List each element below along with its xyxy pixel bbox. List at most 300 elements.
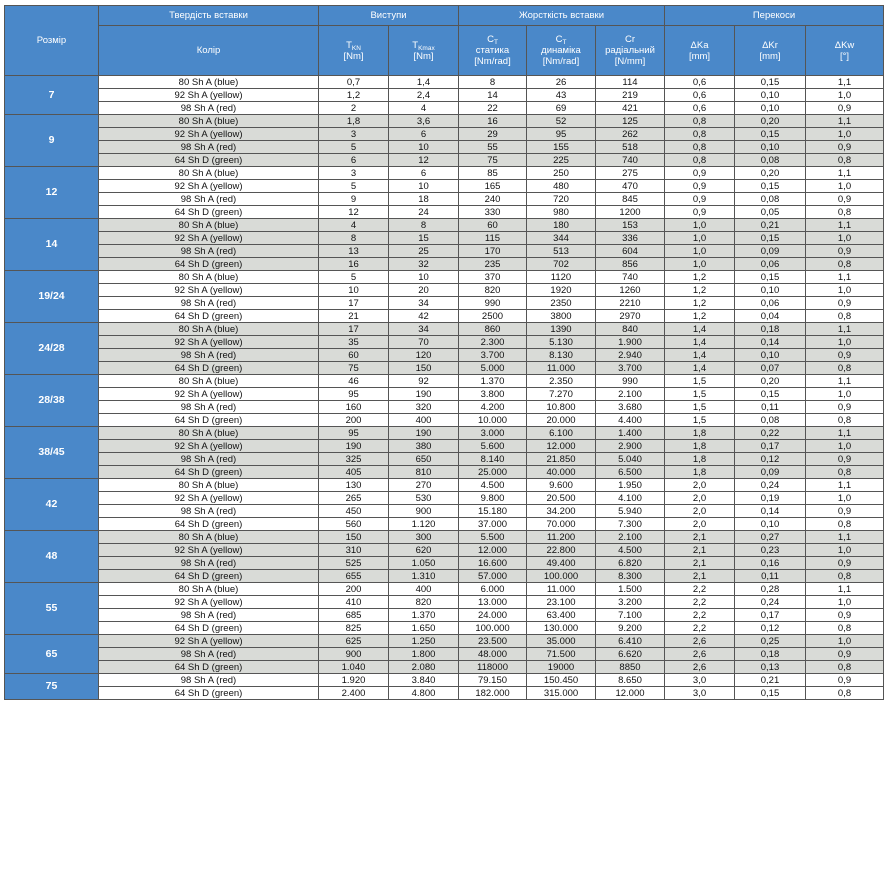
ct-dynamic-cell: 40.000 <box>527 466 596 479</box>
ct-dynamic-cell: 52 <box>527 115 596 128</box>
tkn-cell: 0,7 <box>319 76 389 89</box>
dka-cell: 0,9 <box>665 206 735 219</box>
ct-static-cell: 118000 <box>459 661 527 674</box>
ct-dynamic-cell: 7.270 <box>527 388 596 401</box>
ct-dynamic-cell: 69 <box>527 102 596 115</box>
cr-cell: 5.040 <box>596 453 665 466</box>
dkw-header <box>806 26 884 76</box>
dkr-cell: 0,21 <box>735 674 806 687</box>
cr-cell: 5.940 <box>596 505 665 518</box>
ct-static-cell: 55 <box>459 141 527 154</box>
cr-header <box>596 26 665 76</box>
tkn-cell: 1.040 <box>319 661 389 674</box>
dkr-cell: 0,11 <box>735 401 806 414</box>
tkn-cell: 3 <box>319 128 389 141</box>
dkr-cell: 0,10 <box>735 141 806 154</box>
color-cell: 80 Sh A (blue) <box>99 115 319 128</box>
ct-dynamic-cell: 513 <box>527 245 596 258</box>
tkmax-cell: 190 <box>389 427 459 440</box>
color-cell: 98 Sh A (red) <box>99 102 319 115</box>
spec-table-wrapper <box>4 5 884 700</box>
tkmax-cell: 1.050 <box>389 557 459 570</box>
dkw-cell: 1,0 <box>806 388 884 401</box>
dkw-cell: 0,8 <box>806 570 884 583</box>
tkmax-cell: 25 <box>389 245 459 258</box>
ct-static-cell: 3.700 <box>459 349 527 362</box>
tkmax-subscript: Kmax <box>418 44 435 52</box>
dka-cell: 1,8 <box>665 427 735 440</box>
size-cell: 42 <box>5 479 99 531</box>
dkw-cell: 1,1 <box>806 115 884 128</box>
ct-dynamic-cell: 11.000 <box>527 583 596 596</box>
protrusions-group-header: Виступи <box>319 6 459 26</box>
cr-symbol: Cr <box>624 34 636 45</box>
dka-cell: 1,0 <box>665 258 735 271</box>
table-row <box>5 349 884 362</box>
tkn-cell: 160 <box>319 401 389 414</box>
dkw-cell: 0,8 <box>806 206 884 219</box>
dka-cell: 2,6 <box>665 661 735 674</box>
dka-cell: 0,9 <box>665 193 735 206</box>
dkw-cell: 1,0 <box>806 180 884 193</box>
cr-cell: 7.300 <box>596 518 665 531</box>
ct-dynamic-cell: 11.000 <box>527 362 596 375</box>
dkr-cell: 0,24 <box>735 596 806 609</box>
tkmax-cell: 18 <box>389 193 459 206</box>
ct-static-cell: 79.150 <box>459 674 527 687</box>
table-row <box>5 557 884 570</box>
table-row <box>5 440 884 453</box>
color-cell: 92 Sh A (yellow) <box>99 544 319 557</box>
tkmax-cell: 1.310 <box>389 570 459 583</box>
cr-cell: 3.700 <box>596 362 665 375</box>
ct-dynamic-cell: 34.200 <box>527 505 596 518</box>
tkmax-cell: 270 <box>389 479 459 492</box>
dka-cell: 1,5 <box>665 375 735 388</box>
ct-dynamic-cell: 71.500 <box>527 648 596 661</box>
tkmax-symbol: T <box>412 39 419 51</box>
color-cell: 98 Sh A (red) <box>99 453 319 466</box>
size-cell: 38/45 <box>5 427 99 479</box>
dkw-cell: 0,9 <box>806 453 884 466</box>
cr-cell: 4.500 <box>596 544 665 557</box>
dkr-cell: 0,15 <box>735 388 806 401</box>
ct-static-cell: 4.500 <box>459 479 527 492</box>
ct-dynamic-cell: 23.100 <box>527 596 596 609</box>
ct-static-cell: 16 <box>459 115 527 128</box>
color-cell: 92 Sh A (yellow) <box>99 180 319 193</box>
cr-cell: 275 <box>596 167 665 180</box>
size-cell: 12 <box>5 167 99 219</box>
dka-cell: 2,1 <box>665 570 735 583</box>
tkmax-cell: 32 <box>389 258 459 271</box>
tkmax-cell: 10 <box>389 141 459 154</box>
color-cell: 92 Sh A (yellow) <box>99 284 319 297</box>
dkr-cell: 0,15 <box>735 271 806 284</box>
dkr-cell: 0,10 <box>735 349 806 362</box>
ct-static-cell: 3.000 <box>459 427 527 440</box>
tkn-header <box>319 26 389 76</box>
ct-dynamic-unit: [Nm/rad] <box>542 56 580 67</box>
dkw-cell: 0,8 <box>806 466 884 479</box>
tkn-cell: 35 <box>319 336 389 349</box>
tkn-cell: 200 <box>319 583 389 596</box>
color-cell: 98 Sh A (red) <box>99 505 319 518</box>
table-row <box>5 167 884 180</box>
ct-dynamic-cell: 250 <box>527 167 596 180</box>
dkw-cell: 1,1 <box>806 583 884 596</box>
ct-dynamic-cell: 10.800 <box>527 401 596 414</box>
tkmax-cell: 2,4 <box>389 89 459 102</box>
ct-static-cell: 23.500 <box>459 635 527 648</box>
color-cell: 64 Sh D (green) <box>99 154 319 167</box>
dka-cell: 2,6 <box>665 635 735 648</box>
ct-static-cell: 22 <box>459 102 527 115</box>
tkmax-cell: 6 <box>389 128 459 141</box>
dkr-cell: 0,15 <box>735 180 806 193</box>
cr-cell: 1.400 <box>596 427 665 440</box>
cr-cell: 9.200 <box>596 622 665 635</box>
table-row <box>5 284 884 297</box>
dkw-cell: 0,8 <box>806 518 884 531</box>
cr-cell: 421 <box>596 102 665 115</box>
dkw-cell: 1,0 <box>806 440 884 453</box>
table-row <box>5 635 884 648</box>
table-row <box>5 206 884 219</box>
ct-static-cell: 860 <box>459 323 527 336</box>
color-cell: 92 Sh A (yellow) <box>99 440 319 453</box>
tkmax-cell: 810 <box>389 466 459 479</box>
coupling-spec-table <box>4 5 884 700</box>
table-row <box>5 505 884 518</box>
table-row <box>5 336 884 349</box>
tkmax-cell: 15 <box>389 232 459 245</box>
dkr-cell: 0,08 <box>735 193 806 206</box>
color-header: Колір <box>99 26 319 76</box>
dkw-cell: 0,8 <box>806 362 884 375</box>
tkmax-cell: 1.800 <box>389 648 459 661</box>
table-row <box>5 414 884 427</box>
dkw-cell: 1,1 <box>806 323 884 336</box>
cr-word: радіальний <box>605 45 655 56</box>
dka-cell: 2,2 <box>665 596 735 609</box>
color-cell: 80 Sh A (blue) <box>99 167 319 180</box>
ct-dynamic-cell: 2350 <box>527 297 596 310</box>
table-row <box>5 362 884 375</box>
ct-dynamic-cell: 100.000 <box>527 570 596 583</box>
dkr-cell: 0,20 <box>735 167 806 180</box>
ct-static-cell: 115 <box>459 232 527 245</box>
table-row <box>5 219 884 232</box>
dkw-cell: 0,8 <box>806 661 884 674</box>
size-cell: 28/38 <box>5 375 99 427</box>
size-cell: 65 <box>5 635 99 674</box>
tkn-cell: 1.920 <box>319 674 389 687</box>
dkr-cell: 0,19 <box>735 492 806 505</box>
cr-cell: 1.900 <box>596 336 665 349</box>
tkmax-header <box>389 26 459 76</box>
size-cell: 55 <box>5 583 99 635</box>
cr-cell: 518 <box>596 141 665 154</box>
dkw-cell: 1,0 <box>806 128 884 141</box>
misalignment-group-header: Перекоси <box>665 6 884 26</box>
ct-static-cell: 240 <box>459 193 527 206</box>
ct-dynamic-cell: 1120 <box>527 271 596 284</box>
dkw-cell: 0,9 <box>806 609 884 622</box>
ct-dynamic-cell: 344 <box>527 232 596 245</box>
ct-static-cell: 165 <box>459 180 527 193</box>
table-row <box>5 258 884 271</box>
ct-dynamic-cell: 20.500 <box>527 492 596 505</box>
cr-cell: 12.000 <box>596 687 665 700</box>
dka-cell: 1,4 <box>665 336 735 349</box>
dkw-cell: 1,0 <box>806 89 884 102</box>
table-row <box>5 661 884 674</box>
cr-cell: 3.200 <box>596 596 665 609</box>
cr-cell: 6.620 <box>596 648 665 661</box>
dkr-cell: 0,07 <box>735 362 806 375</box>
dkr-symbol: ΔKr <box>762 39 778 51</box>
dkw-cell: 1,0 <box>806 232 884 245</box>
ct-dynamic-symbol: C <box>555 34 563 45</box>
color-cell: 98 Sh A (red) <box>99 141 319 154</box>
ct-static-cell: 24.000 <box>459 609 527 622</box>
ct-static-subscript: T <box>493 39 498 46</box>
tkn-cell: 16 <box>319 258 389 271</box>
dkr-cell: 0,06 <box>735 297 806 310</box>
tkmax-cell: 3,6 <box>389 115 459 128</box>
table-row <box>5 375 884 388</box>
tkmax-cell: 24 <box>389 206 459 219</box>
dkw-cell: 1,0 <box>806 596 884 609</box>
table-row <box>5 89 884 102</box>
cr-cell: 1.500 <box>596 583 665 596</box>
size-cell: 75 <box>5 674 99 700</box>
cr-cell: 2970 <box>596 310 665 323</box>
ct-static-cell: 8.140 <box>459 453 527 466</box>
ct-dynamic-cell: 11.200 <box>527 531 596 544</box>
tkn-cell: 17 <box>319 297 389 310</box>
tkmax-cell: 12 <box>389 154 459 167</box>
ct-static-cell: 13.000 <box>459 596 527 609</box>
color-cell: 98 Sh A (red) <box>99 193 319 206</box>
cr-cell: 4.100 <box>596 492 665 505</box>
dkr-cell: 0,14 <box>735 336 806 349</box>
dkw-cell: 0,8 <box>806 154 884 167</box>
ct-static-cell: 85 <box>459 167 527 180</box>
tkmax-cell: 530 <box>389 492 459 505</box>
dka-cell: 2,6 <box>665 648 735 661</box>
dka-cell: 2,1 <box>665 557 735 570</box>
dkr-cell: 0,24 <box>735 479 806 492</box>
ct-static-cell: 100.000 <box>459 622 527 635</box>
table-row <box>5 154 884 167</box>
ct-dynamic-cell: 1920 <box>527 284 596 297</box>
ct-static-cell: 29 <box>459 128 527 141</box>
tkn-cell: 900 <box>319 648 389 661</box>
dkw-cell: 1,1 <box>806 375 884 388</box>
ct-dynamic-cell: 2.350 <box>527 375 596 388</box>
ct-static-cell: 12.000 <box>459 544 527 557</box>
color-cell: 98 Sh A (red) <box>99 609 319 622</box>
dkw-cell: 1,1 <box>806 427 884 440</box>
dka-cell: 0,8 <box>665 115 735 128</box>
dkr-cell: 0,17 <box>735 609 806 622</box>
table-row <box>5 479 884 492</box>
color-cell: 80 Sh A (blue) <box>99 375 319 388</box>
table-row <box>5 518 884 531</box>
tkmax-cell: 8 <box>389 219 459 232</box>
dka-cell: 1,8 <box>665 466 735 479</box>
tkn-cell: 75 <box>319 362 389 375</box>
ct-dynamic-cell: 8.130 <box>527 349 596 362</box>
ct-static-cell: 15.180 <box>459 505 527 518</box>
dka-cell: 1,5 <box>665 388 735 401</box>
dkr-cell: 0,16 <box>735 557 806 570</box>
ct-dynamic-cell: 315.000 <box>527 687 596 700</box>
tkn-unit: [Nm] <box>343 50 364 62</box>
dkw-cell: 1,1 <box>806 219 884 232</box>
tkn-cell: 13 <box>319 245 389 258</box>
ct-static-cell: 16.600 <box>459 557 527 570</box>
table-row <box>5 388 884 401</box>
dka-header <box>665 26 735 76</box>
dkr-cell: 0,04 <box>735 310 806 323</box>
dkr-cell: 0,15 <box>735 687 806 700</box>
dka-cell: 2,1 <box>665 544 735 557</box>
cr-cell: 2.940 <box>596 349 665 362</box>
ct-static-cell: 5.600 <box>459 440 527 453</box>
table-row <box>5 245 884 258</box>
dkw-cell: 1,1 <box>806 76 884 89</box>
tkn-cell: 325 <box>319 453 389 466</box>
dka-cell: 1,2 <box>665 284 735 297</box>
dkr-cell: 0,23 <box>735 544 806 557</box>
ct-dynamic-header <box>527 26 596 76</box>
ct-static-cell: 3.800 <box>459 388 527 401</box>
ct-dynamic-cell: 702 <box>527 258 596 271</box>
tkn-cell: 10 <box>319 284 389 297</box>
cr-cell: 8.650 <box>596 674 665 687</box>
table-row <box>5 492 884 505</box>
ct-static-cell: 6.000 <box>459 583 527 596</box>
dkr-cell: 0,21 <box>735 219 806 232</box>
cr-cell: 470 <box>596 180 665 193</box>
cr-cell: 336 <box>596 232 665 245</box>
dkw-symbol: ΔKw <box>834 39 855 51</box>
ct-static-cell: 170 <box>459 245 527 258</box>
dkw-cell: 0,8 <box>806 310 884 323</box>
tkmax-cell: 150 <box>389 362 459 375</box>
tkmax-cell: 400 <box>389 583 459 596</box>
tkn-cell: 130 <box>319 479 389 492</box>
table-row <box>5 427 884 440</box>
ct-dynamic-cell: 720 <box>527 193 596 206</box>
ct-dynamic-cell: 49.400 <box>527 557 596 570</box>
dka-cell: 2,2 <box>665 609 735 622</box>
table-row <box>5 180 884 193</box>
ct-dynamic-cell: 63.400 <box>527 609 596 622</box>
ct-dynamic-cell: 26 <box>527 76 596 89</box>
color-cell: 80 Sh A (blue) <box>99 531 319 544</box>
dkr-cell: 0,15 <box>735 128 806 141</box>
dkr-cell: 0,12 <box>735 622 806 635</box>
tkmax-cell: 820 <box>389 596 459 609</box>
ct-static-cell: 25.000 <box>459 466 527 479</box>
table-row <box>5 466 884 479</box>
dkr-cell: 0,14 <box>735 505 806 518</box>
tkmax-unit: [Nm] <box>413 50 434 62</box>
cr-cell: 219 <box>596 89 665 102</box>
ct-static-cell: 60 <box>459 219 527 232</box>
size-cell: 48 <box>5 531 99 583</box>
dkr-cell: 0,10 <box>735 89 806 102</box>
tkn-cell: 95 <box>319 427 389 440</box>
dkr-cell: 0,09 <box>735 245 806 258</box>
dka-cell: 1,0 <box>665 232 735 245</box>
dkw-cell: 0,9 <box>806 401 884 414</box>
tkn-cell: 405 <box>319 466 389 479</box>
color-cell: 98 Sh A (red) <box>99 245 319 258</box>
dkw-cell: 0,9 <box>806 505 884 518</box>
dkw-cell: 0,8 <box>806 687 884 700</box>
tkn-cell: 655 <box>319 570 389 583</box>
dkw-cell: 1,0 <box>806 544 884 557</box>
ct-dynamic-cell: 180 <box>527 219 596 232</box>
dka-cell: 2,0 <box>665 505 735 518</box>
dka-cell: 1,2 <box>665 310 735 323</box>
dkw-unit: [°] <box>839 50 850 62</box>
table-row <box>5 648 884 661</box>
color-cell: 64 Sh D (green) <box>99 518 319 531</box>
dka-cell: 1,4 <box>665 349 735 362</box>
table-body <box>5 76 884 700</box>
dka-cell: 0,8 <box>665 141 735 154</box>
dkw-cell: 0,9 <box>806 349 884 362</box>
tkmax-cell: 34 <box>389 323 459 336</box>
dkr-cell: 0,08 <box>735 414 806 427</box>
cr-cell: 6.500 <box>596 466 665 479</box>
ct-dynamic-cell: 12.000 <box>527 440 596 453</box>
color-cell: 64 Sh D (green) <box>99 622 319 635</box>
ct-static-word: статика <box>475 45 510 56</box>
ct-static-cell: 182.000 <box>459 687 527 700</box>
dkw-cell: 0,9 <box>806 297 884 310</box>
tkn-cell: 3 <box>319 167 389 180</box>
table-row <box>5 570 884 583</box>
color-cell: 64 Sh D (green) <box>99 258 319 271</box>
tkn-cell: 95 <box>319 388 389 401</box>
dkr-cell: 0,10 <box>735 518 806 531</box>
tkn-cell: 2 <box>319 102 389 115</box>
dka-cell: 1,8 <box>665 453 735 466</box>
ct-dynamic-cell: 3800 <box>527 310 596 323</box>
dkw-cell: 1,1 <box>806 531 884 544</box>
dkr-header <box>735 26 806 76</box>
color-cell: 92 Sh A (yellow) <box>99 232 319 245</box>
tkmax-cell: 320 <box>389 401 459 414</box>
dkr-cell: 0,09 <box>735 466 806 479</box>
ct-static-cell: 75 <box>459 154 527 167</box>
dka-symbol: ΔKa <box>690 39 709 51</box>
dkr-cell: 0,25 <box>735 635 806 648</box>
tkmax-cell: 650 <box>389 453 459 466</box>
tkmax-cell: 400 <box>389 414 459 427</box>
dkr-cell: 0,08 <box>735 154 806 167</box>
dka-cell: 1,8 <box>665 440 735 453</box>
tkn-cell: 525 <box>319 557 389 570</box>
ct-static-cell: 370 <box>459 271 527 284</box>
